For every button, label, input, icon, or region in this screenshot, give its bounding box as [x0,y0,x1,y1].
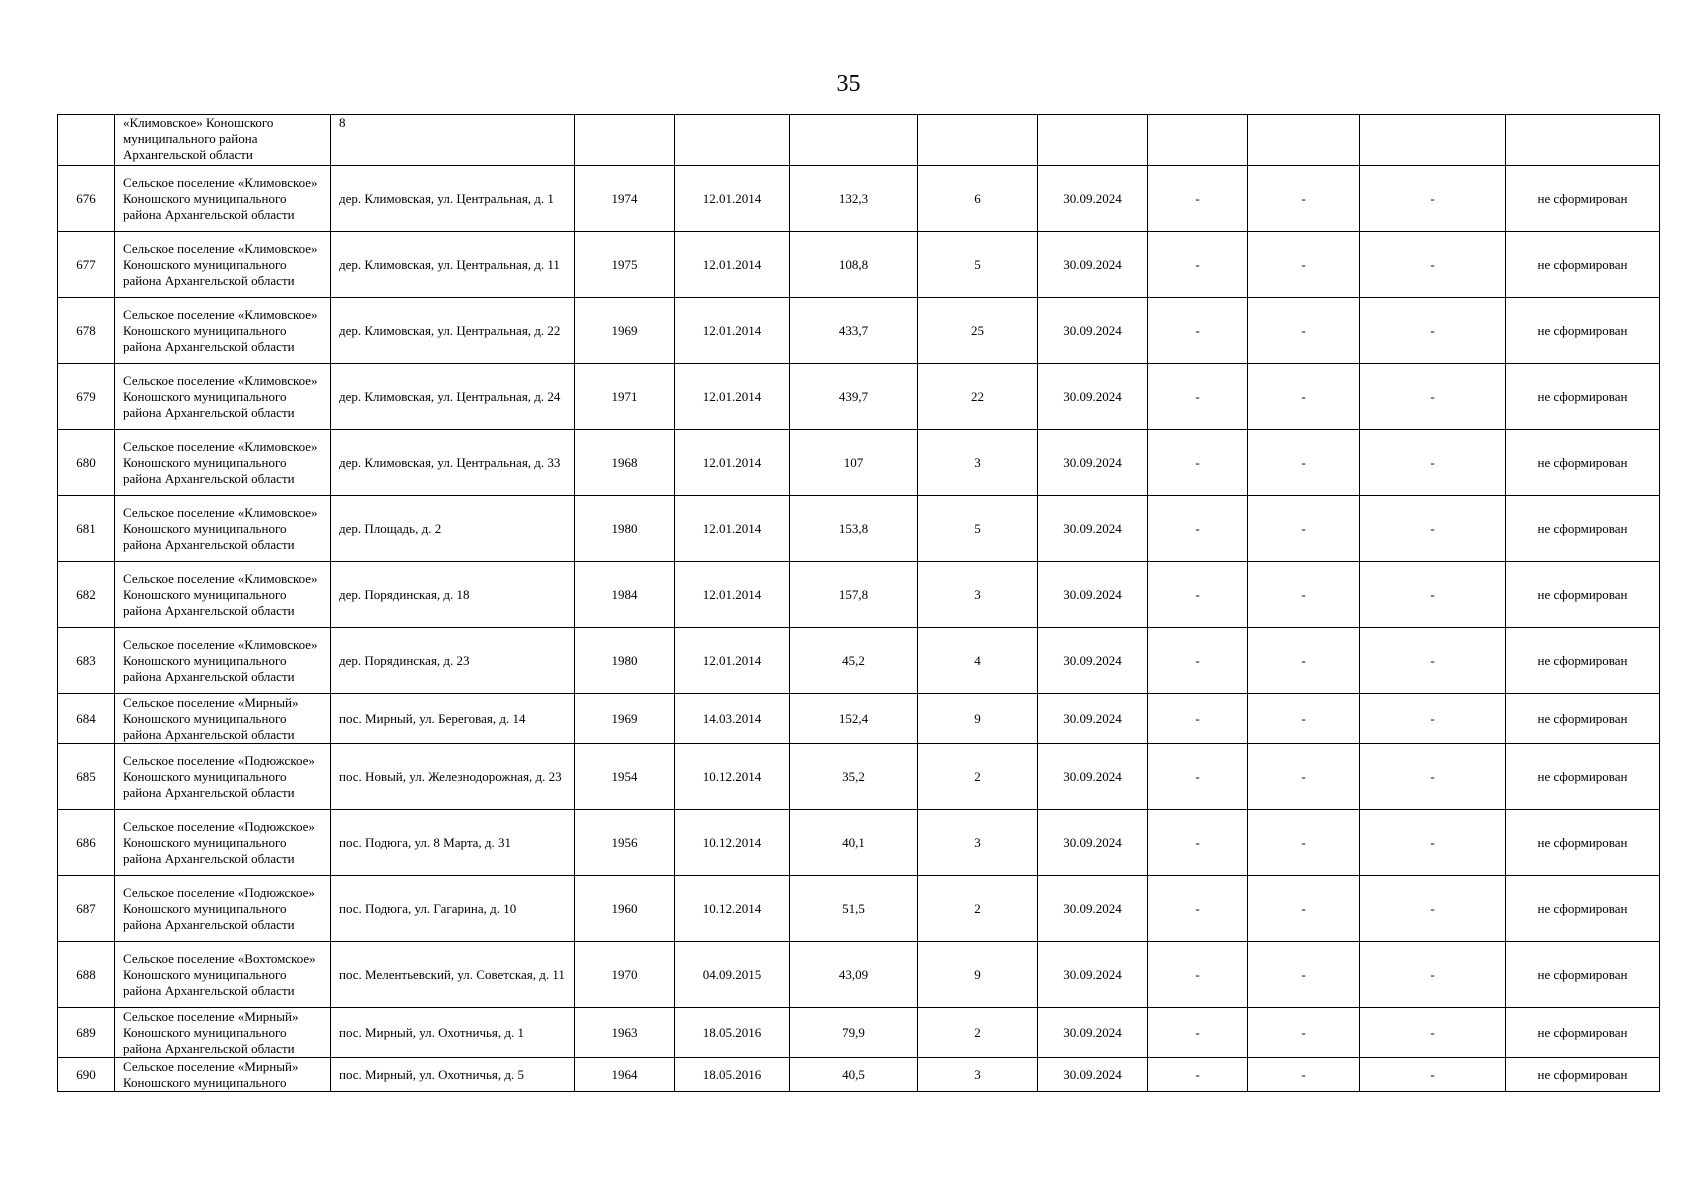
cell-col9: - [1148,364,1248,430]
cell-organization: Сельское поселение «Климовское» Коношского муниципального района Архангельской области [115,496,331,562]
cell-num: 687 [58,876,115,942]
cell-deadline: 30.09.2024 [1038,942,1148,1008]
cell-num: 676 [58,166,115,232]
cell-deadline: 30.09.2024 [1038,744,1148,810]
cell-col11: - [1360,298,1506,364]
cell-date: 10.12.2014 [675,744,790,810]
cell-area: 43,09 [790,942,918,1008]
cell-organization: Сельское поселение «Климовское» Коношского муниципального района Архангельской области [115,628,331,694]
cell-num: 685 [58,744,115,810]
cell-num: 680 [58,430,115,496]
cell-status: не сформирован [1506,1058,1660,1092]
cell-num: 688 [58,942,115,1008]
cell-num: 681 [58,496,115,562]
cell-num: 682 [58,562,115,628]
cell-col11: - [1360,496,1506,562]
cell-date: 04.09.2015 [675,942,790,1008]
table-row [58,694,1660,744]
cell-num: 683 [58,628,115,694]
cell-col9: - [1148,1008,1248,1058]
cell-col9: - [1148,166,1248,232]
cell-address: дер. Климовская, ул. Центральная, д. 24 [331,364,575,430]
cell-col10: - [1248,744,1360,810]
cell-col9: - [1148,810,1248,876]
cell-status: не сформирован [1506,562,1660,628]
cell-num: 690 [58,1058,115,1092]
cell-area: 132,3 [790,166,918,232]
table-row [58,1058,1660,1092]
cell-col11: - [1360,744,1506,810]
cell-col10: - [1248,298,1360,364]
cell-residents: 3 [918,430,1038,496]
cell-residents [918,115,1038,166]
cell-area: 439,7 [790,364,918,430]
cell-col10: - [1248,562,1360,628]
cell-deadline [1038,115,1148,166]
cell-deadline: 30.09.2024 [1038,562,1148,628]
cell-col9: - [1148,694,1248,744]
cell-organization: Сельское поселение «Климовское» Коношского муниципального района Архангельской области [115,298,331,364]
cell-year: 1963 [575,1008,675,1058]
table-row [58,298,1660,364]
cell-area: 108,8 [790,232,918,298]
cell-residents: 9 [918,694,1038,744]
cell-year [575,115,675,166]
cell-date: 12.01.2014 [675,364,790,430]
cell-col10: - [1248,1058,1360,1092]
cell-col11: - [1360,942,1506,1008]
cell-num: 678 [58,298,115,364]
table-row [58,430,1660,496]
cell-year: 1974 [575,166,675,232]
cell-deadline: 30.09.2024 [1038,364,1148,430]
cell-residents: 3 [918,562,1038,628]
cell-num: 677 [58,232,115,298]
cell-residents: 4 [918,628,1038,694]
cell-address: пос. Мирный, ул. Охотничья, д. 1 [331,1008,575,1058]
cell-year: 1969 [575,298,675,364]
cell-organization: Сельское поселение «Климовское» Коношского муниципального района Архангельской области [115,232,331,298]
cell-area: 107 [790,430,918,496]
cell-date [675,115,790,166]
cell-organization: «Климовское» Коношского муниципального района Архангельской области [115,115,331,166]
cell-deadline: 30.09.2024 [1038,166,1148,232]
cell-col9: - [1148,1058,1248,1092]
cell-date: 18.05.2016 [675,1058,790,1092]
table-row [58,562,1660,628]
cell-status: не сформирован [1506,876,1660,942]
cell-status: не сформирован [1506,694,1660,744]
cell-address: дер. Климовская, ул. Центральная, д. 1 [331,166,575,232]
cell-deadline: 30.09.2024 [1038,810,1148,876]
cell-deadline: 30.09.2024 [1038,876,1148,942]
cell-col11: - [1360,810,1506,876]
cell-date: 12.01.2014 [675,430,790,496]
cell-status: не сформирован [1506,364,1660,430]
cell-deadline: 30.09.2024 [1038,1008,1148,1058]
cell-area [790,115,918,166]
cell-col11: - [1360,166,1506,232]
cell-residents: 2 [918,744,1038,810]
table-row-continuation [58,115,1660,166]
cell-col10: - [1248,232,1360,298]
cell-date: 12.01.2014 [675,628,790,694]
cell-date: 12.01.2014 [675,496,790,562]
table-row [58,232,1660,298]
cell-address: дер. Порядинская, д. 23 [331,628,575,694]
cell-year: 1980 [575,496,675,562]
cell-status: не сформирован [1506,232,1660,298]
cell-area: 40,5 [790,1058,918,1092]
cell-residents: 5 [918,232,1038,298]
cell-organization: Сельское поселение «Климовское» Коношского муниципального района Архангельской области [115,166,331,232]
cell-address: дер. Климовская, ул. Центральная, д. 33 [331,430,575,496]
cell-year: 1968 [575,430,675,496]
table-row [58,364,1660,430]
cell-num [58,115,115,166]
cell-organization: Сельское поселение «Климовское» Коношского муниципального района Архангельской области [115,430,331,496]
cell-col9 [1148,115,1248,166]
cell-col11: - [1360,1008,1506,1058]
cell-col10: - [1248,496,1360,562]
cell-address: 8 [331,115,575,166]
cell-organization: Сельское поселение «Мирный» Коношского муниципального района Архангельской области [115,1008,331,1058]
cell-date: 12.01.2014 [675,298,790,364]
cell-col9: - [1148,496,1248,562]
cell-col11: - [1360,694,1506,744]
page-number: 35 [836,71,861,97]
cell-col10: - [1248,942,1360,1008]
cell-year: 1960 [575,876,675,942]
cell-col11: - [1360,876,1506,942]
cell-col9: - [1148,876,1248,942]
cell-date: 12.01.2014 [675,166,790,232]
cell-residents: 22 [918,364,1038,430]
cell-area: 153,8 [790,496,918,562]
cell-residents: 25 [918,298,1038,364]
cell-residents: 2 [918,876,1038,942]
cell-organization: Сельское поселение «Климовское» Коношского муниципального района Архангельской области [115,364,331,430]
cell-status: не сформирован [1506,744,1660,810]
cell-year: 1964 [575,1058,675,1092]
cell-col11: - [1360,430,1506,496]
cell-col11: - [1360,628,1506,694]
cell-address: пос. Мирный, ул. Охотничья, д. 5 [331,1058,575,1092]
cell-residents: 3 [918,1058,1038,1092]
cell-area: 51,5 [790,876,918,942]
cell-area: 152,4 [790,694,918,744]
cell-residents: 6 [918,166,1038,232]
cell-col9: - [1148,562,1248,628]
cell-organization: Сельское поселение «Подюжское» Коношского муниципального района Архангельской области [115,810,331,876]
cell-organization: Сельское поселение «Мирный» Коношского муниципального [115,1058,331,1092]
table-row [58,166,1660,232]
cell-status [1506,115,1660,166]
cell-num: 679 [58,364,115,430]
cell-area: 40,1 [790,810,918,876]
cell-deadline: 30.09.2024 [1038,628,1148,694]
cell-date: 14.03.2014 [675,694,790,744]
cell-year: 1971 [575,364,675,430]
cell-date: 12.01.2014 [675,232,790,298]
cell-organization: Сельское поселение «Вохтомское» Коношского муниципального района Архангельской области [115,942,331,1008]
cell-col9: - [1148,430,1248,496]
table-row [58,496,1660,562]
cell-area: 433,7 [790,298,918,364]
cell-date: 10.12.2014 [675,810,790,876]
cell-address: дер. Порядинская, д. 18 [331,562,575,628]
cell-organization: Сельское поселение «Подюжское» Коношского муниципального района Архангельской области [115,876,331,942]
cell-deadline: 30.09.2024 [1038,430,1148,496]
cell-residents: 2 [918,1008,1038,1058]
cell-area: 35,2 [790,744,918,810]
cell-status: не сформирован [1506,430,1660,496]
cell-col11: - [1360,562,1506,628]
cell-col10: - [1248,810,1360,876]
cell-col9: - [1148,942,1248,1008]
cell-deadline: 30.09.2024 [1038,1058,1148,1092]
cell-residents: 3 [918,810,1038,876]
cell-col10 [1248,115,1360,166]
cell-status: не сформирован [1506,628,1660,694]
table-row [58,628,1660,694]
cell-col9: - [1148,232,1248,298]
table-row [58,1008,1660,1058]
cell-col11: - [1360,1058,1506,1092]
cell-address: пос. Мирный, ул. Береговая, д. 14 [331,694,575,744]
cell-area: 79,9 [790,1008,918,1058]
cell-year: 1954 [575,744,675,810]
cell-organization: Сельское поселение «Подюжское» Коношского муниципального района Архангельской области [115,744,331,810]
cell-organization: Сельское поселение «Климовское» Коношского муниципального района Архангельской области [115,562,331,628]
cell-deadline: 30.09.2024 [1038,298,1148,364]
cell-year: 1956 [575,810,675,876]
cell-address: пос. Подюга, ул. Гагарина, д. 10 [331,876,575,942]
cell-col10: - [1248,876,1360,942]
cell-date: 12.01.2014 [675,562,790,628]
cell-year: 1970 [575,942,675,1008]
cell-num: 684 [58,694,115,744]
cell-col10: - [1248,694,1360,744]
cell-year: 1975 [575,232,675,298]
cell-col9: - [1148,628,1248,694]
cell-address: пос. Новый, ул. Железнодорожная, д. 23 [331,744,575,810]
cell-col9: - [1148,298,1248,364]
registry-table [57,114,1660,1092]
cell-area: 45,2 [790,628,918,694]
cell-area: 157,8 [790,562,918,628]
cell-status: не сформирован [1506,496,1660,562]
cell-address: дер. Площадь, д. 2 [331,496,575,562]
cell-deadline: 30.09.2024 [1038,232,1148,298]
table-row [58,876,1660,942]
table-row [58,942,1660,1008]
cell-col11: - [1360,232,1506,298]
cell-date: 10.12.2014 [675,876,790,942]
cell-status: не сформирован [1506,942,1660,1008]
cell-col11 [1360,115,1506,166]
cell-col10: - [1248,430,1360,496]
cell-residents: 5 [918,496,1038,562]
cell-col10: - [1248,628,1360,694]
cell-date: 18.05.2016 [675,1008,790,1058]
cell-year: 1984 [575,562,675,628]
cell-address: дер. Климовская, ул. Центральная, д. 11 [331,232,575,298]
cell-address: дер. Климовская, ул. Центральная, д. 22 [331,298,575,364]
cell-col9: - [1148,744,1248,810]
cell-col10: - [1248,166,1360,232]
cell-status: не сформирован [1506,810,1660,876]
table-row [58,744,1660,810]
cell-organization: Сельское поселение «Мирный» Коношского муниципального района Архангельской области [115,694,331,744]
cell-num: 686 [58,810,115,876]
cell-col10: - [1248,364,1360,430]
cell-address: пос. Мелентьевский, ул. Советская, д. 11 [331,942,575,1008]
table-row [58,810,1660,876]
cell-status: не сформирован [1506,1008,1660,1058]
cell-status: не сформирован [1506,298,1660,364]
cell-deadline: 30.09.2024 [1038,496,1148,562]
cell-address: пос. Подюга, ул. 8 Марта, д. 31 [331,810,575,876]
cell-deadline: 30.09.2024 [1038,694,1148,744]
cell-col10: - [1248,1008,1360,1058]
cell-num: 689 [58,1008,115,1058]
cell-col11: - [1360,364,1506,430]
cell-year: 1980 [575,628,675,694]
cell-year: 1969 [575,694,675,744]
cell-status: не сформирован [1506,166,1660,232]
cell-residents: 9 [918,942,1038,1008]
